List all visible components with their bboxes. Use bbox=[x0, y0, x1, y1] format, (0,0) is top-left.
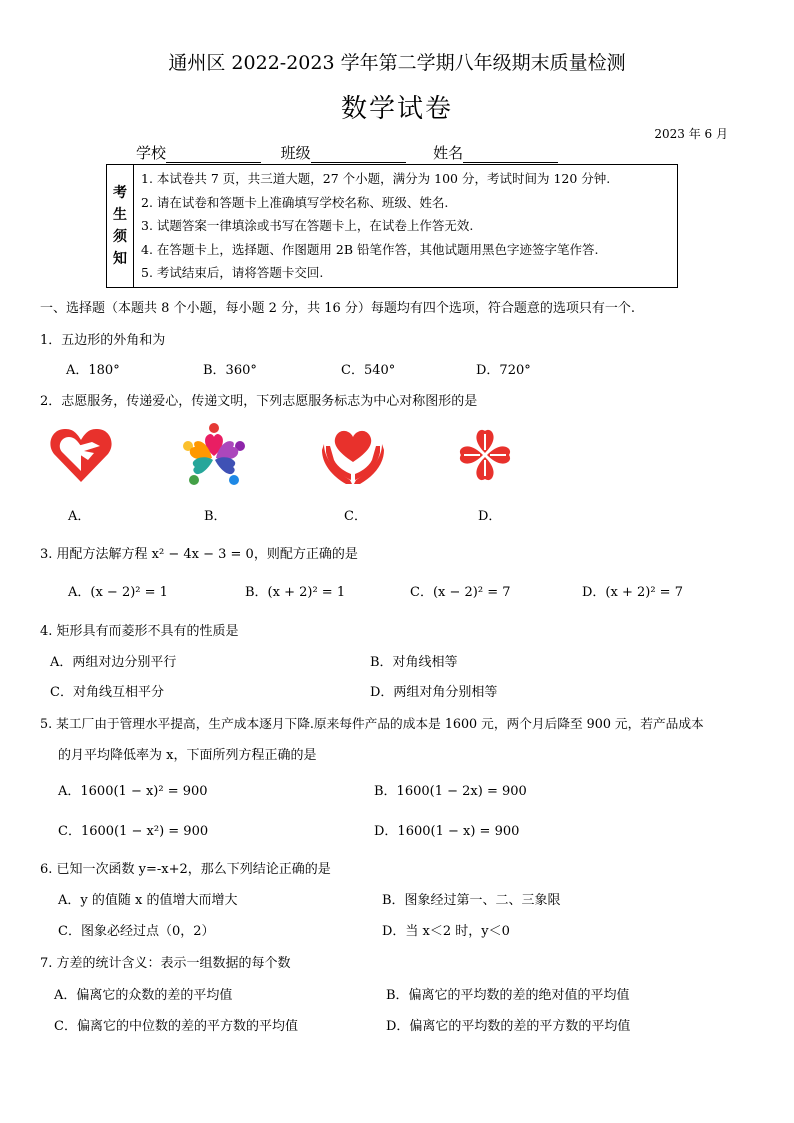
q3-option-c: C．(x − 2)² = 7 bbox=[410, 585, 511, 600]
name-label: 姓名 bbox=[433, 144, 464, 162]
q7-option-a: A．偏离它的众数的差的平均值 bbox=[54, 988, 233, 1003]
q7-option-d: D．偏离它的平均数的差的平方数的平均值 bbox=[386, 1019, 631, 1034]
student-info-line bbox=[136, 142, 558, 163]
q5-option-c: C．1600(1 − x²) = 900 bbox=[58, 824, 209, 839]
question-4-stem: 4. 矩形具有而菱形不具有的性质是 bbox=[40, 624, 239, 639]
q4-option-b: B．对角线相等 bbox=[370, 655, 458, 670]
notice-heading bbox=[107, 165, 134, 287]
question-7-stem: 7. 方差的统计含义：表示一组数据的每个数 bbox=[40, 956, 291, 971]
exam-date: 2023 年 6 月 bbox=[654, 127, 728, 141]
question-6-stem: 6. 已知一次函数 y=-x+2，那么下列结论正确的是 bbox=[40, 862, 331, 877]
q1-option-a: A．180° bbox=[66, 363, 120, 378]
q5-option-a: A．1600(1 − x)² = 900 bbox=[58, 784, 208, 799]
q3-option-b: B．(x + 2)² = 1 bbox=[245, 585, 346, 600]
q4-option-c: C．对角线互相平分 bbox=[50, 685, 164, 700]
notice-head-char: 生 bbox=[113, 207, 127, 223]
notice-head-char: 知 bbox=[113, 251, 127, 267]
question-3-stem: 3. 用配方法解方程 x² − 4x − 3 = 0，则配方正确的是 bbox=[40, 547, 358, 562]
q6-option-b: B．图象经过第一、二、三象限 bbox=[382, 893, 561, 908]
name-blank bbox=[463, 148, 558, 163]
q4-option-a: A．两组对边分别平行 bbox=[50, 655, 177, 670]
notice-head-char: 考 bbox=[113, 185, 127, 201]
q1-option-c: C．540° bbox=[341, 363, 396, 378]
q7-option-b: B．偏离它的平均数的差的绝对值的平均值 bbox=[386, 988, 630, 1003]
question-5-stem-line2: 的月平均降低率为 x，下面所列方程正确的是 bbox=[58, 748, 317, 763]
four-hearts-logo-d bbox=[452, 422, 518, 488]
school-blank bbox=[166, 148, 261, 163]
heart-hand-logo-a bbox=[48, 424, 114, 486]
notice-item: 3. 试题答案一律填涂或书写在答题卡上，在试卷上作答无效. bbox=[141, 218, 474, 233]
q2-option-c: C． bbox=[344, 509, 367, 524]
q1-option-b: B．360° bbox=[203, 363, 257, 378]
q3-option-d: D．(x + 2)² = 7 bbox=[582, 585, 683, 600]
exam-subtitle: 数学试卷 bbox=[340, 94, 453, 124]
question-5-stem-line1: 5. 某工厂由于管理水平提高，生产成本逐月下降.原来每件产品的成本是 1600 元，两个月后降至 900 元，若产品成本 bbox=[40, 716, 704, 731]
notice-item: 5. 考试结束后，请将答题卡交回. bbox=[141, 265, 324, 280]
q2-option-b: B． bbox=[204, 509, 227, 524]
q5-option-d: D．1600(1 − x) = 900 bbox=[374, 824, 520, 839]
q5-option-b: B．1600(1 − 2x) = 900 bbox=[374, 784, 527, 799]
section-1-heading: 一、选择题（本题共 8 个小题，每小题 2 分，共 16 分）每题均有四个选项，符合题意的选项只有一个. bbox=[40, 301, 636, 316]
q2-option-a: A． bbox=[68, 509, 91, 524]
heart-in-hands-logo-c bbox=[320, 422, 386, 486]
notice-item: 1. 本试卷共 7 页，共三道大题，27 个小题，满分为 100 分，考试时间为 120 分钟. bbox=[141, 171, 611, 186]
notice-box bbox=[106, 164, 678, 288]
q4-option-d: D．两组对角分别相等 bbox=[370, 685, 498, 700]
q6-option-d: D．当 x＜2 时，y＜0 bbox=[382, 924, 510, 939]
class-blank bbox=[311, 148, 406, 163]
notice-item: 2. 请在试卷和答题卡上准确填写学校名称、班级、姓名. bbox=[141, 194, 449, 210]
notice-head-char: 须 bbox=[113, 229, 127, 245]
q6-option-c: C．图象必经过点（0，2） bbox=[58, 924, 215, 939]
notice-list bbox=[141, 167, 610, 285]
q1-option-d: D．720° bbox=[476, 363, 531, 378]
five-hearts-logo-b bbox=[180, 422, 248, 488]
q2-option-d: D． bbox=[478, 509, 502, 524]
class-label: 班级 bbox=[280, 144, 311, 162]
exam-title: 通州区 2022-2023 学年第二学期八年级期末质量检测 bbox=[168, 52, 626, 74]
question-2-stem: 2．志愿服务，传递爱心，传递文明，下列志愿服务标志为中心对称图形的是 bbox=[40, 394, 478, 409]
question-1-stem: 1．五边形的外角和为 bbox=[40, 333, 166, 348]
q7-option-c: C．偏离它的中位数的差的平方数的平均值 bbox=[54, 1019, 298, 1034]
notice-item: 4. 在答题卡上，选择题、作图题用 2B 铅笔作答，其他试题用黑色字迹签字笔作答. bbox=[141, 241, 599, 257]
q3-option-a: A．(x − 2)² = 1 bbox=[68, 585, 168, 600]
school-label: 学校 bbox=[136, 144, 167, 162]
q6-option-a: A．y 的值随 x 的值增大而增大 bbox=[58, 893, 238, 908]
